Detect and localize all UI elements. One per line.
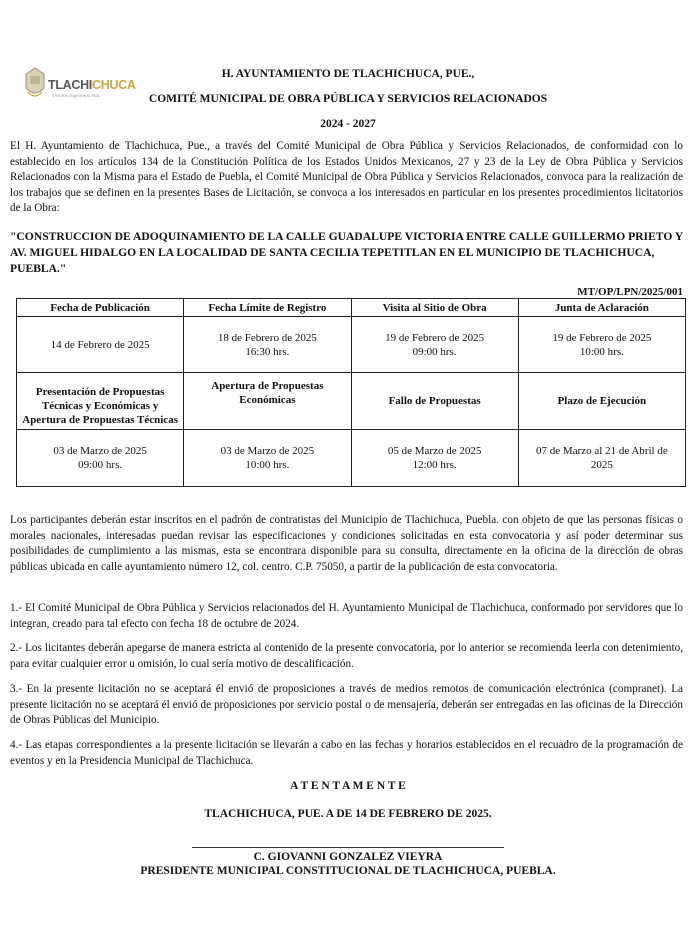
schedule-cell [518, 430, 685, 487]
schedule-cell [184, 317, 351, 373]
signature-line [192, 847, 504, 848]
work-title: "CONSTRUCCION DE ADOQUINAMIENTO DE LA CALLE GUADALUPE VICTORIA ENTRE CALLE GUILLERMO PRIETO Y AV. MIGUEL HIDALGO EN LA LOCALIDAD DE SANTA CECILIA TEPETITLAN EN EL MUNICIPIO DE TLACHICHUCA, PUEBLA." [10, 230, 683, 275]
intro-paragraph: El H. Ayuntamiento de Tlachichuca, Pue., a través del Comité Municipal de Obra Pública y Servicios Relacionados, de conformidad con lo establecido en los artículos 134 de la Constitución Política de los Estados Unidos Mexicanos, 27 y 23 de la Ley de Obra Pública y Servicios Relacionados con la Misma para el Estado de Puebla, el Comité Municipal de Obra Pública y Servicios Relacionados, convoca para la realización de los trabajos que se definen en la presentes Bases de Licitación, se convoca a los interesados en particular en los presentes procedimientos licitatorios de la Obra: [10, 140, 683, 214]
closing-place-date: TLACHICHUCA, PUE. A DE 14 DE FEBRERO DE 2025. [204, 808, 492, 820]
signer-position: PRESIDENTE MUNICIPAL CONSTITUCIONAL DE TLACHICHUCA, PUEBLA. [140, 865, 556, 877]
cell-time: 12:00 hrs. [412, 459, 457, 471]
participants-paragraph: Los participantes deberán estar inscritos en el padrón de contratistas del Municipio de Tlachichuca, Puebla. con objeto de que las personas físicas o morales nacionales, interesadas puedan revisar las especificaciones y condiciones solicitadas en esta convocatoria y así poder determinar sus posibilidades de cumplimiento a las mismas, esta se encontrara disponible para su consulta, directamente en la oficina de la dirección de obras públicas ubicada en calle ayuntamiento número 12, col. centro. C.P. 75050, a partir de la publicación de esta convocatoria. [10, 514, 683, 573]
header-line: Apertura de Propuestas [211, 380, 324, 392]
schedule-cell [184, 430, 351, 487]
header-line: Apertura de Propuestas Técnicas [22, 414, 178, 426]
logo-wordmark [48, 78, 136, 92]
reference-number: MT/OP/LPN/2025/001 [577, 286, 683, 298]
logo-tagline: Unidos logramos más [52, 93, 101, 99]
cell-date: 07 de Marzo al 21 de Abril de [536, 445, 668, 457]
logo-wordmark-accent: CHUCA [92, 78, 136, 92]
schedule-header-row-2 [17, 373, 686, 430]
schedule-header: Fallo de Propuestas [351, 373, 518, 430]
cell-time: 2025 [590, 459, 613, 471]
schedule-header: Plazo de Ejecución [518, 373, 685, 430]
header-line: Presentación de Propuestas [35, 386, 165, 398]
cell-date: 19 de Febrero de 2025 [552, 331, 652, 344]
cell-time: 16:30 hrs. [245, 345, 290, 358]
point-2: 2.- Los licitantes deberán apegarse de manera estricta al contenido de la presente convocatoria, por lo anterior se recomienda leerla con detenimiento, para evitar cualquier error u omisión, lo cual sería motivo de descalificación. [10, 642, 683, 670]
schedule-header: Visita al Sitio de Obra [351, 299, 518, 317]
header-line-3: 2024 - 2027 [320, 118, 376, 130]
header-line-1: H. AYUNTAMIENTO DE TLACHICHUCA, PUE., [221, 68, 475, 80]
closing-salutation: A T E N T A M E N T E [290, 780, 406, 792]
schedule-cell [351, 430, 518, 487]
schedule-header-row-1 [17, 299, 686, 317]
cell-date: 14 de Febrero de 2025 [50, 338, 150, 351]
schedule-header: Junta de Aclaración [518, 299, 685, 317]
header-line: Económicas [239, 394, 296, 406]
cell-date: 03 de Marzo de 2025 [220, 445, 315, 457]
point-3: 3.- En la presente licitación no se aceptará él envió de proposiciones a través de medios remotos de comunicación electrónica (compranet). La presente licitación no se aceptará él envió de proposiciones por servicio postal o de mensajería, deberán ser entregadas en las oficinas de la Dirección de Obras Públicas del Municipio. [10, 683, 683, 726]
schedule-cell [17, 430, 184, 487]
schedule-cell [518, 317, 685, 373]
schedule-row-1 [17, 317, 686, 373]
cell-time: 09:00 hrs. [78, 459, 123, 471]
header-line: Técnicas y Económicas y [41, 400, 159, 412]
cell-date: 03 de Marzo de 2025 [53, 445, 147, 457]
point-1: 1.- El Comité Municipal de Obra Pública y Servicios relacionados del H. Ayuntamiento Municipal de Tlachichuca, conformado por servidores que lo integran, creado para tal efecto con fecha 18 de octubre de 2024. [10, 602, 683, 630]
cell-time: 10:00 hrs. [245, 459, 290, 471]
cell-date: 19 de Febrero de 2025 [385, 331, 485, 344]
schedule-table [16, 298, 686, 487]
cell-date: 18 de Febrero de 2025 [217, 331, 317, 344]
schedule-row-2 [17, 430, 686, 487]
header-line-2: COMITÉ MUNICIPAL DE OBRA PÚBLICA Y SERVICIOS RELACIONADOS [148, 93, 548, 105]
schedule-header [184, 373, 351, 430]
schedule-cell [17, 317, 184, 373]
point-4: 4.- Las etapas correspondientes a la presente licitación se llevarán a cabo en las fechas y horarios establecidos en el recuadro de la programación de eventos y en la Presidencia Municipal de Tlachichuca. [10, 739, 683, 767]
cell-time: 10:00 hrs. [579, 345, 624, 358]
schedule-cell [351, 317, 518, 373]
schedule-header [17, 373, 184, 430]
cell-time: 09:00 hrs. [412, 345, 457, 358]
signer-name: C. GIOVANNI GONZALEZ VIEYRA [253, 851, 443, 863]
cell-date: 05 de Marzo de 2025 [387, 445, 482, 457]
schedule-header: Fecha Límite de Registro [184, 299, 351, 317]
schedule-header: Fecha de Publicación [17, 299, 184, 317]
logo-wordmark-main: TLACHI [48, 78, 93, 92]
